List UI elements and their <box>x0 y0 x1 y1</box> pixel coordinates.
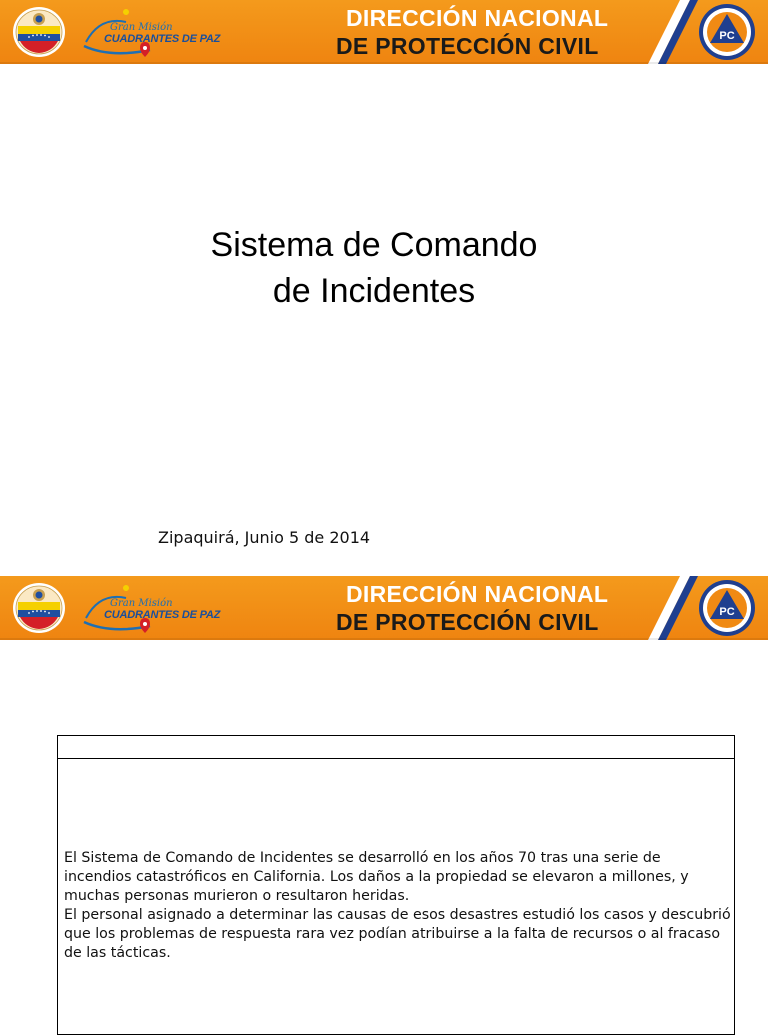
paragraph-findings: El personal asignado a determinar las causas de esos desastres estudió los casos y descubrió que los problemas de respuesta rara vez podían atribuirse a la falta de recursos o al fracaso de las tácticas. <box>64 907 731 961</box>
venezuela-shield-logo <box>12 6 66 58</box>
pc-badge-text: PC <box>719 606 735 618</box>
proteccion-civil-logo <box>696 3 758 61</box>
header-banner <box>0 576 768 640</box>
slide-title <box>100 222 648 314</box>
pc-badge-text: PC <box>719 30 735 42</box>
banner-title-line2: DE PROTECCIÓN CIVIL <box>336 33 599 59</box>
cuadrantes-small-text: Gran Misión <box>110 598 173 609</box>
banner-title <box>336 4 666 60</box>
header-banner <box>0 0 768 64</box>
cuadrantes-de-paz-logo <box>80 6 221 60</box>
cuadrantes-small-text: Gran Misión <box>110 22 173 33</box>
banner-title <box>336 580 666 636</box>
banner-title-line1: DIRECCIÓN NACIONAL <box>346 5 609 31</box>
decorative-stripes <box>640 576 700 640</box>
cuadrantes-big-text: CUADRANTES DE PAZ <box>104 609 221 621</box>
venezuela-shield-logo <box>12 582 66 634</box>
decorative-stripes <box>640 0 700 64</box>
slide-title-line1: Sistema de Comando <box>210 226 538 264</box>
table-body-text <box>64 849 732 963</box>
proteccion-civil-logo <box>696 579 758 637</box>
banner-title-line1: DIRECCIÓN NACIONAL <box>346 581 609 607</box>
cuadrantes-big-text: CUADRANTES DE PAZ <box>104 33 221 45</box>
slide-date: Zipaquirá, Junio 5 de 2014 <box>158 528 371 547</box>
paragraph-history: El Sistema de Comando de Incidentes se desarrolló en los años 70 tras una serie de incendios catastróficos en California. Los daños a la propiedad se elevaron a millones, y muchas personas murieron o resultaron heridas. <box>64 850 689 904</box>
content-table <box>57 735 735 1035</box>
table-header-row <box>58 736 734 759</box>
cuadrantes-de-paz-logo <box>80 582 221 636</box>
slide-title-line2: de Incidentes <box>272 272 476 310</box>
banner-title-line2: DE PROTECCIÓN CIVIL <box>336 609 599 635</box>
